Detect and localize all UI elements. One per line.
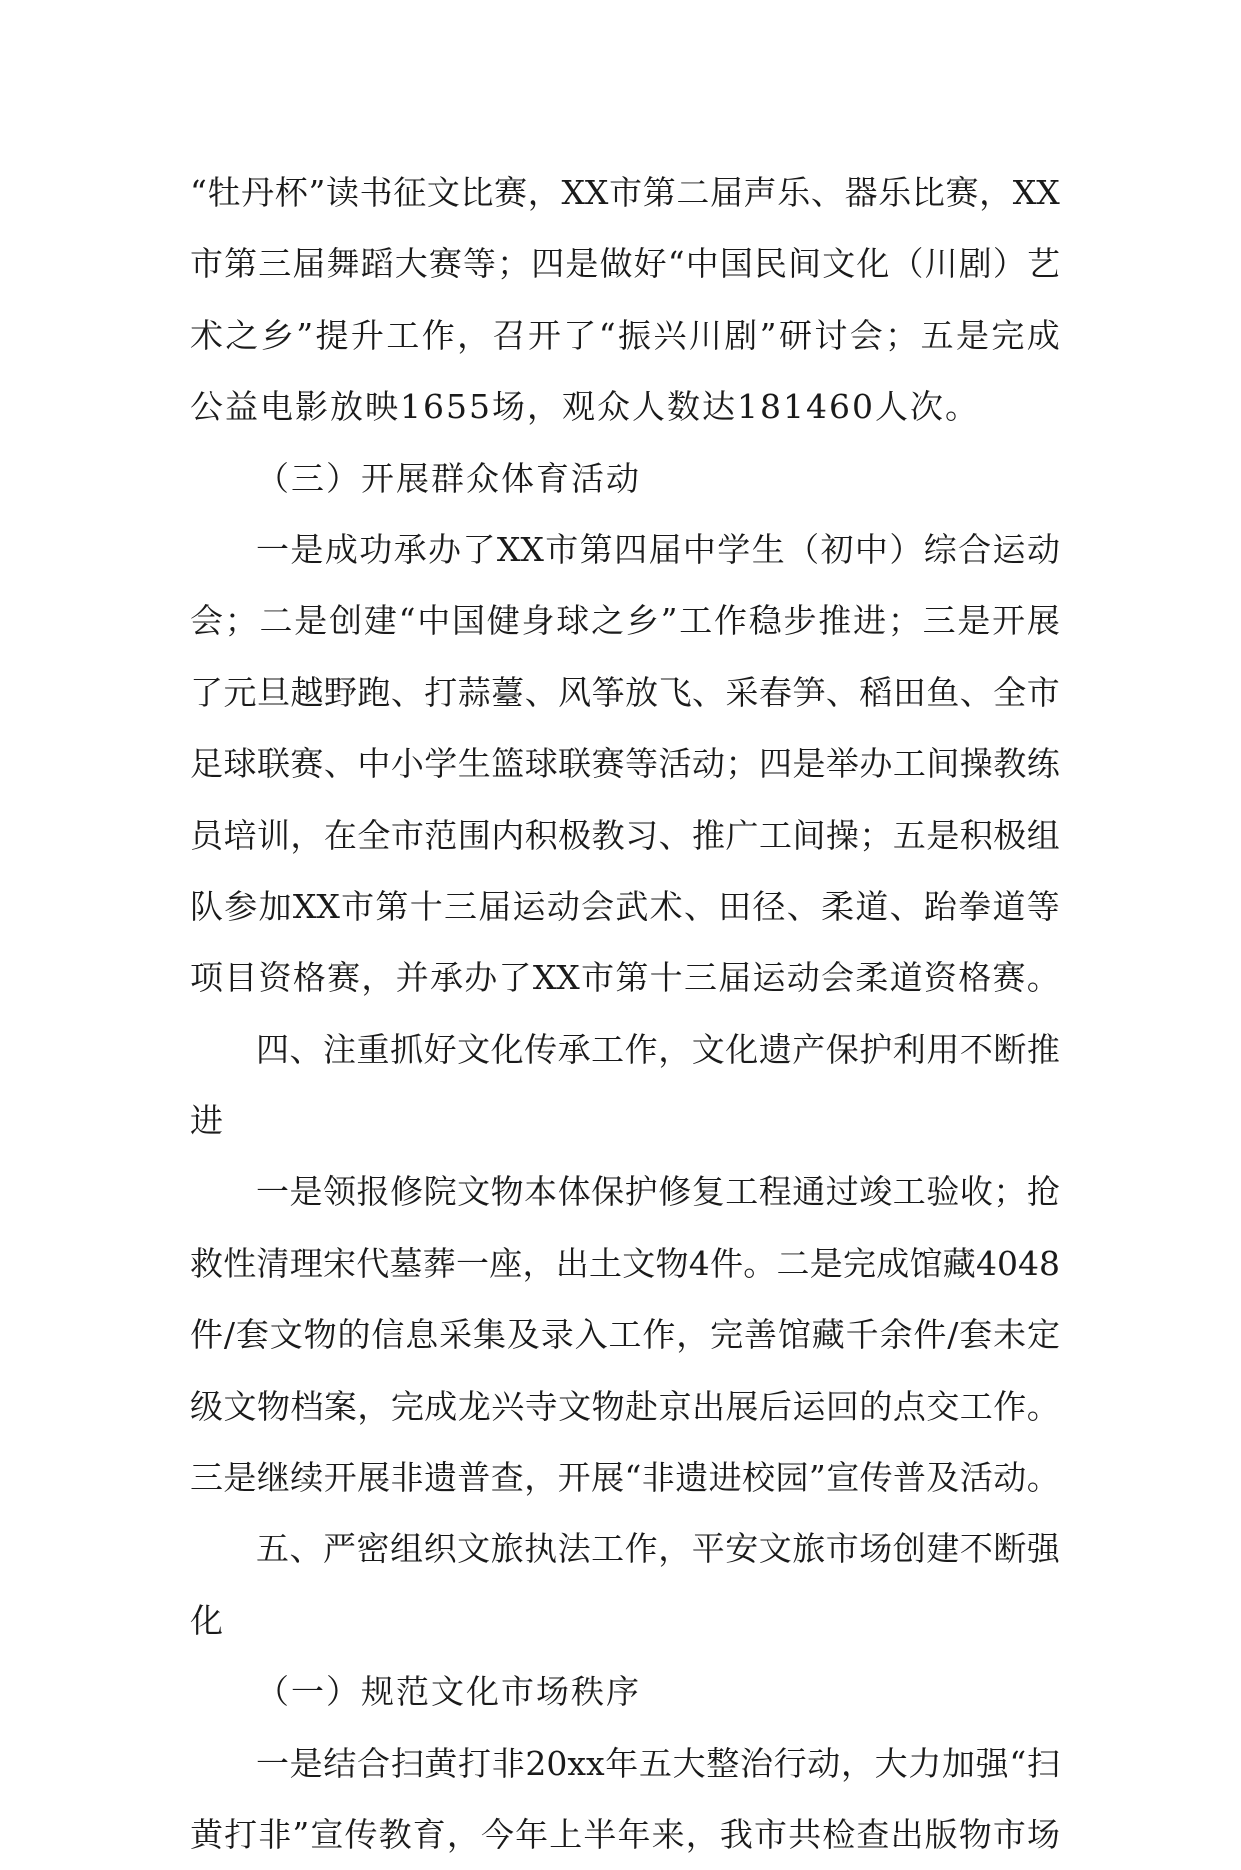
- text-line: （三）开展群众体育活动: [256, 458, 641, 498]
- text-line: 项 目 资 格 赛 ， 并 承 办 了 XX 市 第 十 三 届 运 动 会 柔 道 资 格 赛 。: [190, 958, 1060, 998]
- text-line: 件 / 套 文 物 的 信 息 采 集 及 录 入 工 作 ， 完 善 馆 藏 千 余 件 / 套 未 定: [190, 1315, 1060, 1355]
- text-line: 术 之 乡 ” 提 升 工 作 ， 召 开 了 “ 振 兴 川 剧 ” 研 讨 会 ； 五 是 完 成: [190, 315, 1060, 355]
- text-line: “ 牡 丹 杯 ” 读 书 征 文 比 赛 ， XX 市 第 二 届 声 乐 、 器 乐 比 赛 ， XX: [190, 173, 1060, 212]
- text-line: 三 是 继 续 开 展 非 遗 普 查 ， 开 展 “ 非 遗 进 校 园 ” 宣 传 普 及 活 动 。: [190, 1458, 1060, 1498]
- text-line: 救 性 清 理 宋 代 墓 葬 一 座 ， 出 土 文 物 4 件 。 二 是 完 成 馆 藏 4048: [190, 1243, 1060, 1283]
- document-body: [190, 157, 1060, 1870]
- text-line: 一 是 领 报 修 院 文 物 本 体 保 护 修 复 工 程 通 过 竣 工 验 收 ； 抢: [256, 1172, 1060, 1212]
- text-line: 一 是 结 合 扫 黄 打 非 20xx 年 五 大 整 治 行 动 ， 大 力 加 强 “ 扫: [256, 1743, 1060, 1783]
- text-line: （一）规范文化市场秩序: [256, 1672, 641, 1712]
- text-line: 级 文 物 档 案 ， 完 成 龙 兴 寺 文 物 赴 京 出 展 后 运 回 的 点 交 工 作 。: [190, 1386, 1060, 1426]
- text-line: 黄 打 非 ” 宣 传 教 育 ， 今 年 上 半 年 来 ， 我 市 共 检 查 出 版 物 市 场: [190, 1814, 1060, 1854]
- text-line: 员 培 训 ， 在 全 市 范 围 内 积 极 教 习 、 推 广 工 间 操 ； 五 是 积 极 组: [190, 815, 1060, 855]
- text-line: 会 ； 二 是 创 建 “ 中 国 健 身 球 之 乡 ” 工 作 稳 步 推 进 ； 三 是 开 展: [190, 601, 1060, 641]
- text-line: 四 、 注 重 抓 好 文 化 传 承 工 作 ， 文 化 遗 产 保 护 利 用 不 断 推: [256, 1029, 1060, 1069]
- text-line: 队 参 加 XX 市 第 十 三 届 运 动 会 武 术 、 田 径 、 柔 道 、 跆 拳 道 等: [190, 886, 1060, 926]
- text-line: 进: [190, 1101, 225, 1141]
- text-line: 足 球 联 赛 、 中 小 学 生 篮 球 联 赛 等 活 动 ； 四 是 举 办 工 间 操 教 练: [190, 744, 1060, 784]
- text-line: 一 是 成 功 承 办 了 XX 市 第 四 届 中 学 生 （ 初 中 ） 综 合 运 动: [256, 529, 1060, 569]
- text-line: 公益电影放映1655场，观众人数达181460人次。: [190, 387, 980, 427]
- text-line: 了 元 旦 越 野 跑 、 打 蒜 薹 、 风 筝 放 飞 、 采 春 笋 、 稻 田 鱼 、 全 市: [190, 672, 1060, 712]
- text-line: 化: [190, 1600, 225, 1640]
- text-line: 市 第 三 届 舞 蹈 大 赛 等 ； 四 是 做 好 “ 中 国 民 间 文 化 （ 川 剧 ） 艺: [190, 244, 1060, 284]
- text-line: 五 、 严 密 组 织 文 旅 执 法 工 作 ， 平 安 文 旅 市 场 创 建 不 断 强: [256, 1529, 1060, 1569]
